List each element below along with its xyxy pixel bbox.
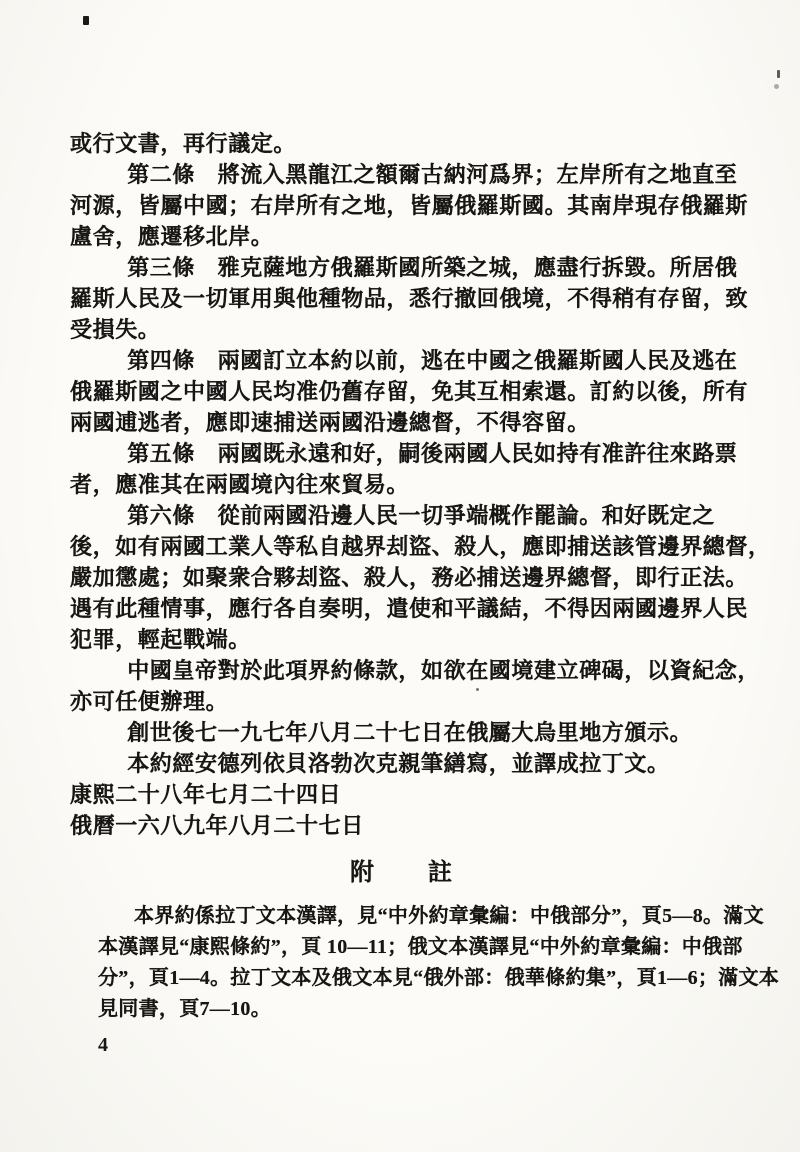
text-line: 見同書，頁7—10。 [98,998,271,1020]
text-line: 兩國逋逃者，應即速捕送兩國沿邊總督，不得容留。 [70,410,590,435]
text-line: 後，如有兩國工業人等私自越界刦盜、殺人，應即捕送該管邊界總督， [70,534,771,559]
text-line: 本約經安德列依貝洛勃次克親筆繕寫，並譯成拉丁文。 [127,751,670,776]
appendix-heading: 附 註 [350,860,454,886]
text-line: 犯罪，輕起戰端。 [70,627,251,652]
text-line: 者，應准其在兩國境內往來貿易。 [70,472,410,497]
text-line: 本漢譯見“康熙條約”，頁 10—11；俄文本漢譯見“中外約章彙編：中俄部 [98,936,743,958]
text-line: 康熙二十八年七月二十四日 [70,782,342,807]
text-line: 羅斯人民及一切軍用與他種物品，悉行撤回俄境，不得稍有存留，致 [70,286,749,311]
text-line: 中國皇帝對於此項界約條款，如欲在國境建立碑碣，以資紀念， [127,658,760,683]
text-line: 第三條 雅克薩地方俄羅斯國所築之城，應盡行拆毀。所居俄 [127,255,738,280]
text-line: 分”，頁1—4。拉丁文本及俄文本見“俄外部：俄華條約集”，頁1—6；滿文本 [98,967,780,989]
scan-speck [83,16,89,25]
page-number: 4 [98,1034,108,1056]
text-line: 或行文書，再行議定。 [70,131,297,156]
text-line: 創世後七一九七年八月二十七日在俄屬大烏里地方頒示。 [127,720,693,745]
text-line: 亦可任便辦理。 [70,689,229,714]
scan-speck [777,70,780,78]
text-line: 俄曆一六八九年八月二十七日 [70,813,364,838]
text-line: 第五條 兩國既永遠和好，嗣後兩國人民如持有准許往來路票 [127,441,738,466]
text-line: 第二條 將流入黑龍江之額爾古納河爲界；左岸所有之地直至 [127,162,738,187]
text-line: 河源，皆屬中國；右岸所有之地，皆屬俄羅斯國。其南岸現存俄羅斯 [70,193,749,218]
text-line: 受損失。 [70,317,161,342]
page-content [70,128,780,1025]
appendix-note-text [98,901,780,1025]
text-line: 嚴加懲處；如聚衆合夥刦盜、殺人，務必捕送邊界總督，即行正法。 [70,565,749,590]
text-line: 遇有此種情事，應行各自奏明，遣使和平議結，不得因兩國邊界人民 [70,596,749,621]
treaty-body-text [70,128,771,841]
scan-speck [774,84,779,89]
text-line: 第四條 兩國訂立本約以前，逃在中國之俄羅斯國人民及逃在 [127,348,738,373]
text-line: 本界約係拉丁文本漢譯，見“中外約章彙編：中俄部分”，頁5—8。滿文 [134,905,764,927]
text-line: 第六條 從前兩國沿邊人民一切爭端概作罷論。和好既定之 [127,503,715,528]
text-line: 盧舍，應遷移北岸。 [70,224,274,249]
text-line: 俄羅斯國之中國人民均准仍舊存留，免其互相索還。訂約以後，所有 [70,379,749,404]
